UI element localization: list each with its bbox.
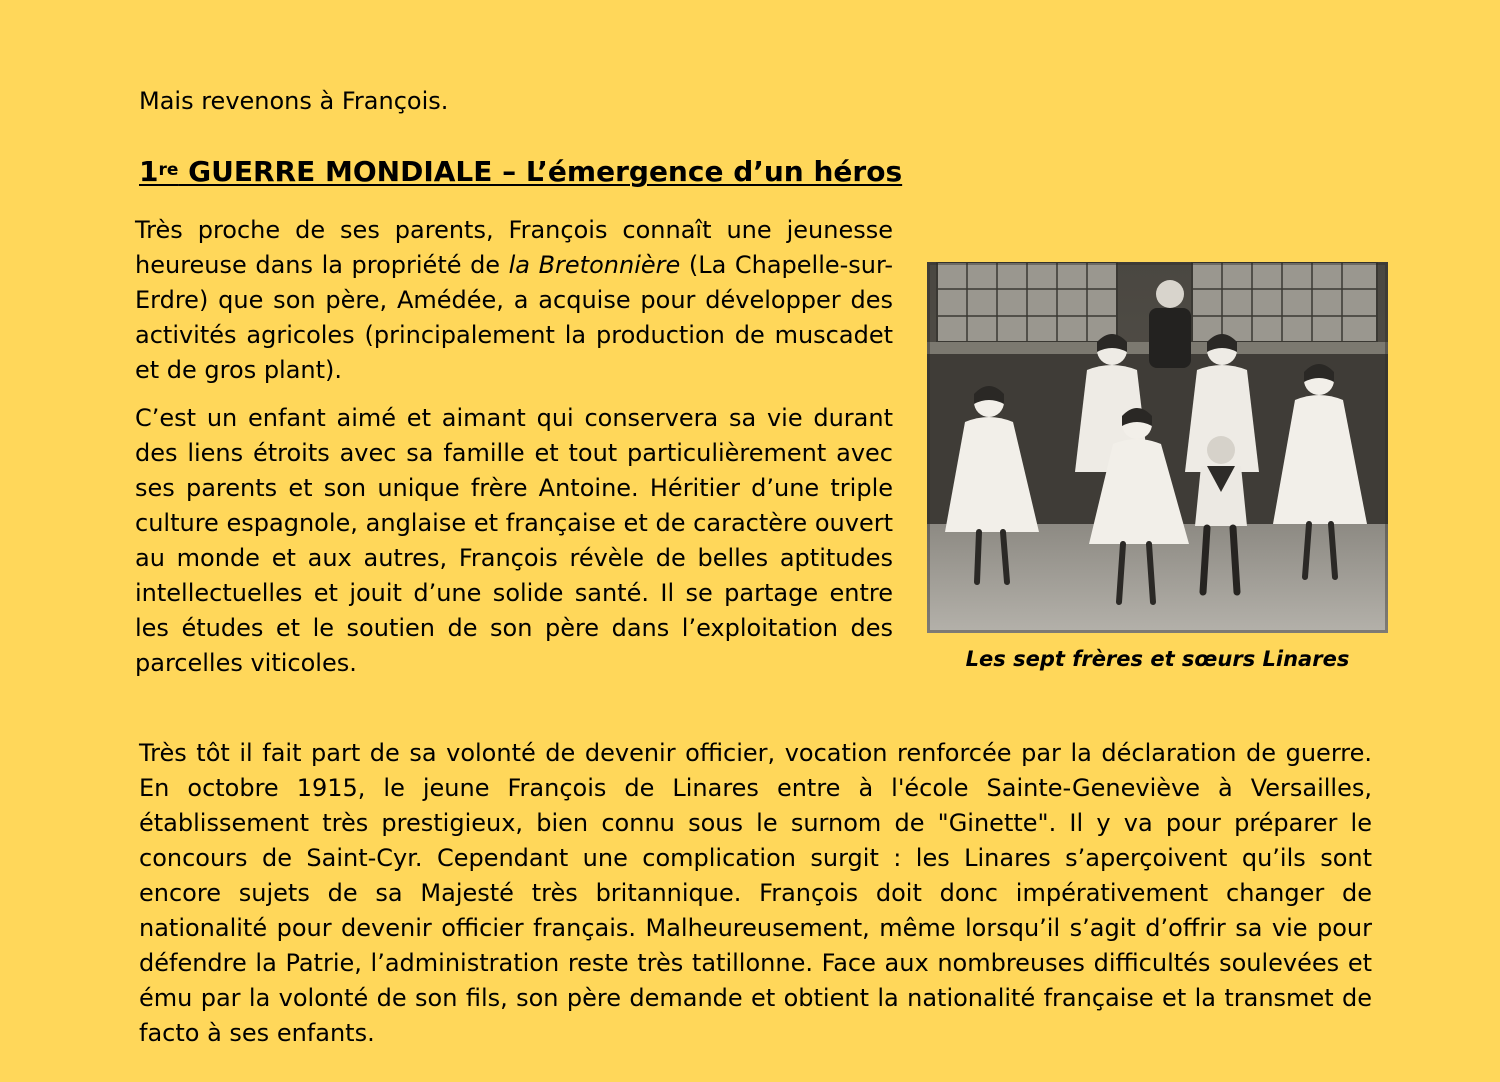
paragraph-character: C’est un enfant aimé et aimant qui conservera sa vie durant des liens étroits avec sa famille et tout particulièrement avec ses parents et son unique frère Antoine. Héritier d’une triple culture espagnole, anglaise et française et de caractère ouvert au monde et aux autres, François révèle de belles aptitudes intellectuelles et jouit d’une solide santé. Il se partage entre les études et le soutien de son père dans l’exploitation des parcelles viticoles. xyxy=(135,404,893,677)
paragraph-youth xyxy=(135,213,893,388)
family-photo-illustration xyxy=(927,262,1388,633)
section-heading xyxy=(139,152,902,192)
family-photo xyxy=(927,262,1388,633)
intro-line: Mais revenons à François. xyxy=(139,87,449,115)
left-text-column xyxy=(135,213,893,681)
heading-title: GUERRE MONDIALE – L’émergence d’un héros xyxy=(178,155,903,188)
photo-caption: Les sept frères et sœurs Linares xyxy=(965,647,1350,671)
heading-ordinal-number: 1 xyxy=(139,155,159,188)
property-name: la Bretonnière xyxy=(508,251,681,279)
heading-ordinal-suffix: re xyxy=(158,160,179,180)
paragraph-youth-start: Très proche de ses parents, François connaît une jeunesse heureuse dans la propriété de xyxy=(135,216,893,279)
paragraph-vocation: Très tôt il fait part de sa volonté de devenir officier, vocation renforcée par la déclaration de guerre. En octobre 1915, le jeune François de Linares entre à l'école Sainte-Geneviève à Versailles, établissement très prestigieux, bien connu sous le surnom de "Ginette". Il y va pour préparer le concours de Saint-Cyr. Cependant une complication surgit : les Linares s’aperçoivent qu’ils sont encore sujets de sa Majesté très britannique. François doit donc impérativement changer de nationalité pour devenir officier français. Malheureusement, même lorsqu’il s’agit d’offrir sa vie pour défendre la Patrie, l’administration reste très tatillonne. Face aux nombreuses difficultés soulevées et ému par la volonté de son fils, son père demande et obtient la nationalité française et la transmet de facto à ses enfants. xyxy=(139,739,1372,1047)
paragraph-youth-end: (La Chapelle-sur-Erdre) que son père, Amédée, a acquise pour développer des activités agricoles (principalement la production de muscadet et de gros plant). xyxy=(135,251,894,384)
